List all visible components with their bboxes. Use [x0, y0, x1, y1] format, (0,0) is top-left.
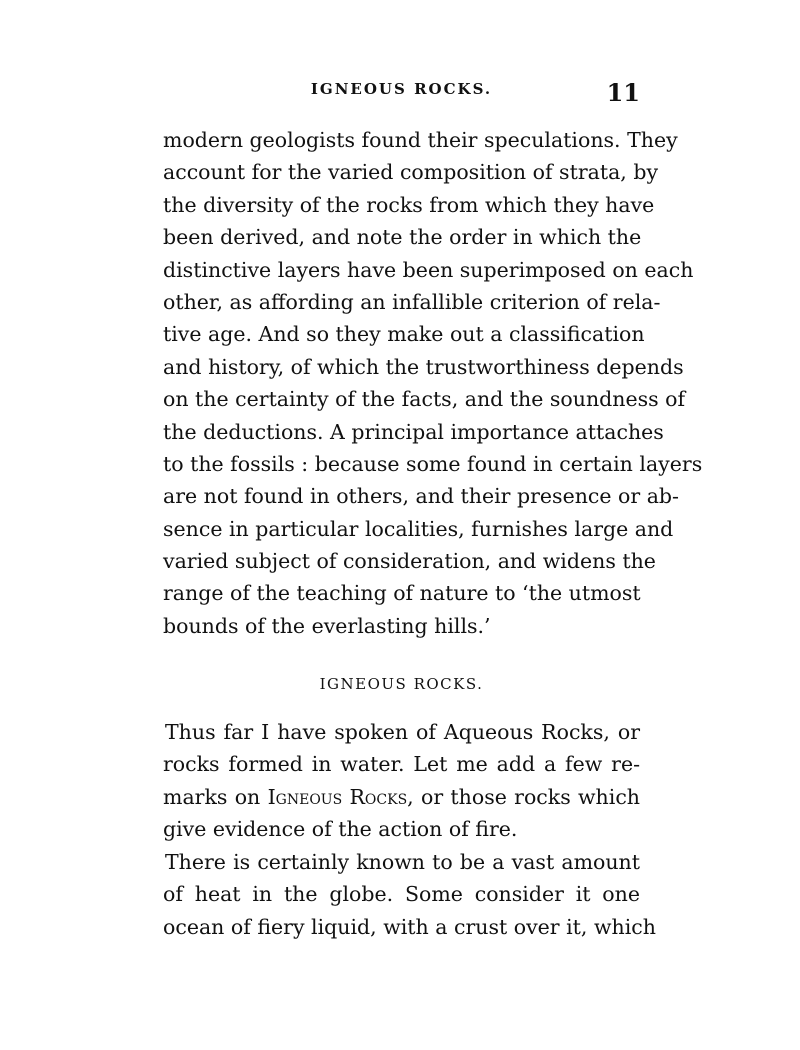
text-line: varied subject of consideration, and widens the	[163, 549, 656, 574]
running-title: IGNEOUS ROCKS.	[310, 80, 493, 98]
text-fragment: marks on	[163, 784, 268, 809]
paragraph-2	[163, 716, 640, 846]
text-line: the deductions. A principal importance attaches	[163, 419, 664, 444]
paragraph-3	[163, 846, 656, 943]
paragraph-1	[163, 124, 703, 642]
text-line: give evidence of the action of fire.	[163, 817, 518, 842]
text-line: been derived, and note the order in which the	[163, 225, 642, 250]
text-line: modern geologists found their speculations. They	[163, 128, 678, 152]
text-line	[163, 781, 640, 813]
text-line: are not found in others, and their presence or ab-	[163, 484, 679, 509]
text-line: on the certainty of the facts, and the soundness of	[163, 387, 686, 412]
text-line: of heat in the globe. Some consider it one	[163, 882, 640, 907]
text-line: There is certainly known to be a vast amount	[165, 850, 640, 874]
section-heading: IGNEOUS ROCKS.	[319, 675, 484, 693]
text-line: account for the varied composition of strata, by	[163, 160, 659, 185]
page-number: 11	[606, 78, 640, 107]
text-line: distinctive layers have been superimposed on each	[163, 257, 694, 282]
text-line: other, as affording an infallible criterion of rela-	[163, 289, 661, 314]
text-line: the diversity of the rocks from which they have	[163, 192, 655, 217]
text-line: rocks formed in water. Let me add a few re-	[163, 752, 640, 777]
text-fragment: , or those rocks which	[407, 784, 641, 809]
text-line: bounds of the everlasting hills.’	[163, 613, 491, 638]
text-line: Thus far I have spoken of Aqueous Rocks, or	[165, 720, 640, 744]
text-line: tive age. And so they make out a classification	[163, 322, 645, 347]
text-line: to the fossils : because some found in certain layers	[163, 451, 703, 476]
running-head	[163, 78, 640, 110]
small-caps-term: Igneous Rocks	[267, 784, 408, 809]
text-line: ocean of fiery liquid, with a crust over it, which	[163, 914, 656, 939]
text-line: range of the teaching of nature to ‘the utmost	[163, 581, 641, 606]
text-line: and history, of which the trustworthiness depends	[163, 354, 684, 379]
text-line: sence in particular localities, furnishes large and	[163, 516, 674, 541]
